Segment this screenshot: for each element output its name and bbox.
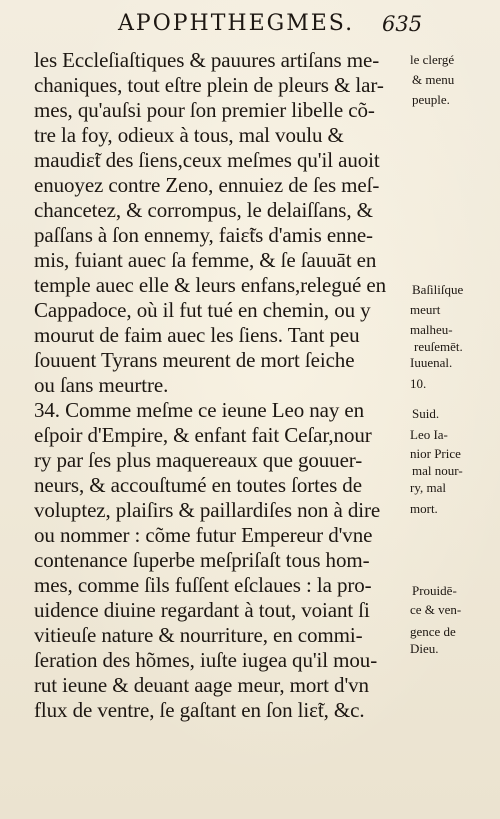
text-line: vitieuſe nature & nourriture, en commi-	[34, 623, 363, 647]
text-line: ou nommer : cõme futur Empereur d'vne	[34, 523, 373, 547]
text-line: eſpoir d'Empire, & enfant fait Ceſar,nour	[34, 423, 372, 447]
margin-note: Baſiliſque	[412, 282, 464, 297]
text-line: uidence diuine regardant à tout, voiant ſi	[34, 598, 370, 622]
text-line: tre la foy, odieux à tous, mal voulu &	[34, 123, 344, 147]
text-line: mis, fuiant auec ſa femme, & ſe ſauuāt en	[34, 248, 377, 272]
margin-note: le clergé	[410, 52, 455, 67]
text-line: mes, comme ſils fuſſent eſclaues : la pro-	[34, 573, 372, 597]
text-line: chancetez, & corrompus, le delaiſſans, &	[34, 198, 373, 222]
text-line: les Eccleſiaſtiques & pauures artiſans me-	[34, 48, 380, 72]
text-line: temple auec elle & leurs enfans,relegué en	[34, 273, 387, 297]
margin-note: ce & ven-	[410, 602, 462, 617]
text-line: ſeration des hõmes, iuſte iugea qu'il mou-	[34, 648, 378, 672]
margin-note: Prouidē-	[412, 583, 457, 598]
text-line: voluptez, plaiſirs & paillardiſes non à dire	[34, 498, 381, 522]
text-line: maudiɛ̃t des ſiens,ceux meſmes qu'il auoit	[34, 148, 380, 172]
text-line: neurs, & accouſtumé en toutes ſortes de	[34, 473, 362, 497]
text-line: mes, qu'auſsi pour ſon premier libelle cõ-	[34, 98, 375, 122]
page-number: 635	[382, 12, 423, 36]
text-line: rut ieune & deuant aage meur, mort d'vn	[34, 673, 369, 697]
margin-note: ry, mal	[410, 480, 446, 495]
text-line: enuoyez contre Zeno, ennuiez de ſes meſ-	[34, 173, 380, 197]
margin-note: Suid.	[412, 406, 440, 421]
paragraph-start-line: 34. Comme meſme ce ieune Leo nay en	[34, 398, 365, 422]
text-line: flux de ventre, ſe gaſtant en ſon liɛ̃t, &c.	[34, 698, 365, 722]
margin-note: nior Price	[410, 446, 461, 461]
margin-note: mal nour-	[412, 463, 463, 478]
text-line: Cappadoce, où il fut tué en chemin, ou y	[34, 298, 371, 322]
text-line: mourut de faim auec les ſiens. Tant peu	[34, 323, 360, 347]
text-line: ſouuent Tyrans meurent de mort ſeiche	[34, 348, 355, 372]
margin-note: Leo Ia-	[410, 427, 448, 442]
margin-note: Iuuenal.	[410, 355, 453, 370]
running-header	[118, 11, 423, 41]
text-line: ou ſans meurtre.	[34, 373, 169, 397]
text-line: paſſans à ſon ennemy, faiɛ̃ts d'amis enne-	[34, 223, 373, 247]
margin-note: malheu-	[410, 322, 453, 337]
margin-note: 10.	[410, 376, 427, 391]
margin-note: & menu	[412, 72, 455, 87]
text-line: contenance ſuperbe meſpriſaſt tous hom-	[34, 548, 370, 572]
margin-note: reuſemēt.	[414, 339, 463, 354]
running-title: APOPHTHEGMES.	[118, 11, 355, 36]
text-line: ry par ſes plus maquereaux que gouuer-	[34, 448, 363, 472]
text-line: chaniques, tout eſtre plein de pleurs & lar-	[34, 73, 384, 97]
margin-note: meurt	[410, 302, 441, 317]
margin-note: Dieu.	[410, 641, 439, 656]
margin-note: gence de	[410, 624, 456, 639]
margin-note: peuple.	[412, 92, 450, 107]
margin-note: mort.	[410, 501, 438, 516]
